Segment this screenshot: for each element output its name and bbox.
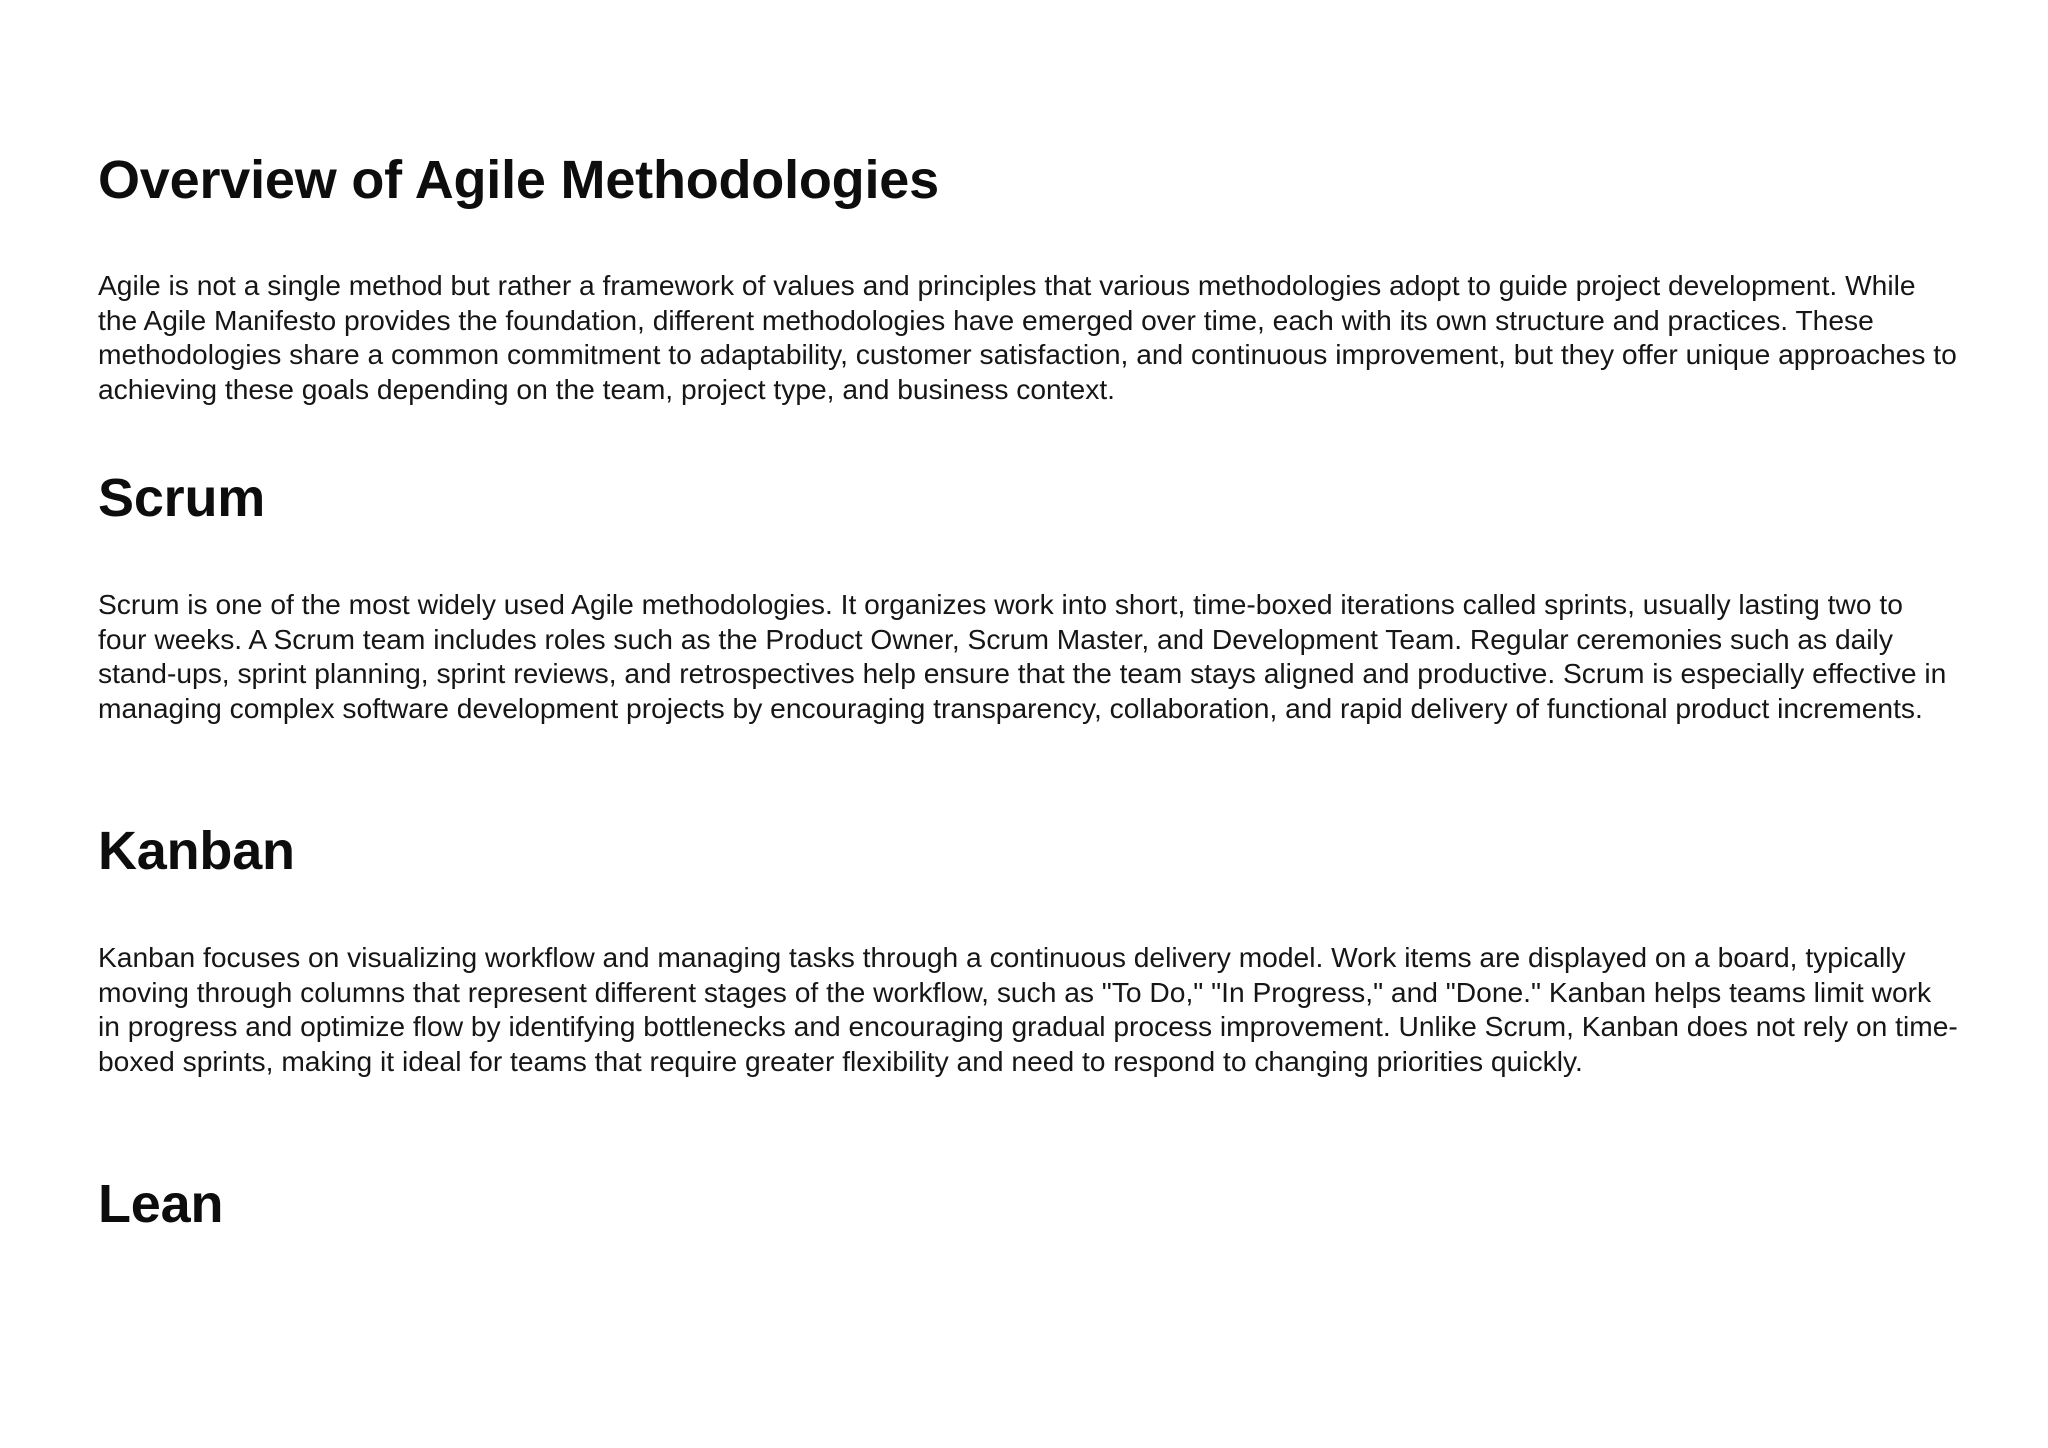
page-title: Overview of Agile Methodologies bbox=[98, 150, 939, 210]
section-body-scrum: Scrum is one of the most widely used Agile methodologies. It organizes work into short, time-boxed iterations called sprints, usually lasting two to four weeks. A Scrum team includes roles such as the Product Owner, Scrum Master, and Development Team. Regular ceremonies such as daily stand-ups, sprint planning, sprint reviews, and retrospectives help ensure that the team stays aligned and productive. Scrum is especially effective in managing complex software development projects by encouraging transparency, collaboration, and rapid delivery of functional product increments. bbox=[98, 588, 1947, 724]
section-heading-lean: Lean bbox=[98, 1174, 224, 1234]
section-heading-kanban: Kanban bbox=[98, 821, 295, 881]
intro-paragraph: Agile is not a single method but rather a framework of values and principles that various methodologies adopt to guide project development. While the Agile Manifesto provides the foundation, different methodologies have emerged over time, each with its own structure and practices. These methodologies share a common commitment to adaptability, customer satisfaction, and continuous improvement, but they offer unique approaches to achieving these goals depending on the team, project type, and business context. bbox=[98, 269, 1957, 405]
section-body-kanban: Kanban focuses on visualizing workflow and managing tasks through a continuous delivery model. Work items are displayed on a board, typically moving through columns that represent different stages of the workflow, such as "To Do," "In Progress," and "Done." Kanban helps teams limit work in progress and optimize flow by identifying bottlenecks and encouraging gradual process improvement. Unlike Scrum, Kanban does not rely on time-boxed sprints, making it ideal for teams that require greater flexibility and need to respond to changing priorities quickly. bbox=[98, 941, 1958, 1077]
section-heading-scrum: Scrum bbox=[98, 468, 266, 528]
